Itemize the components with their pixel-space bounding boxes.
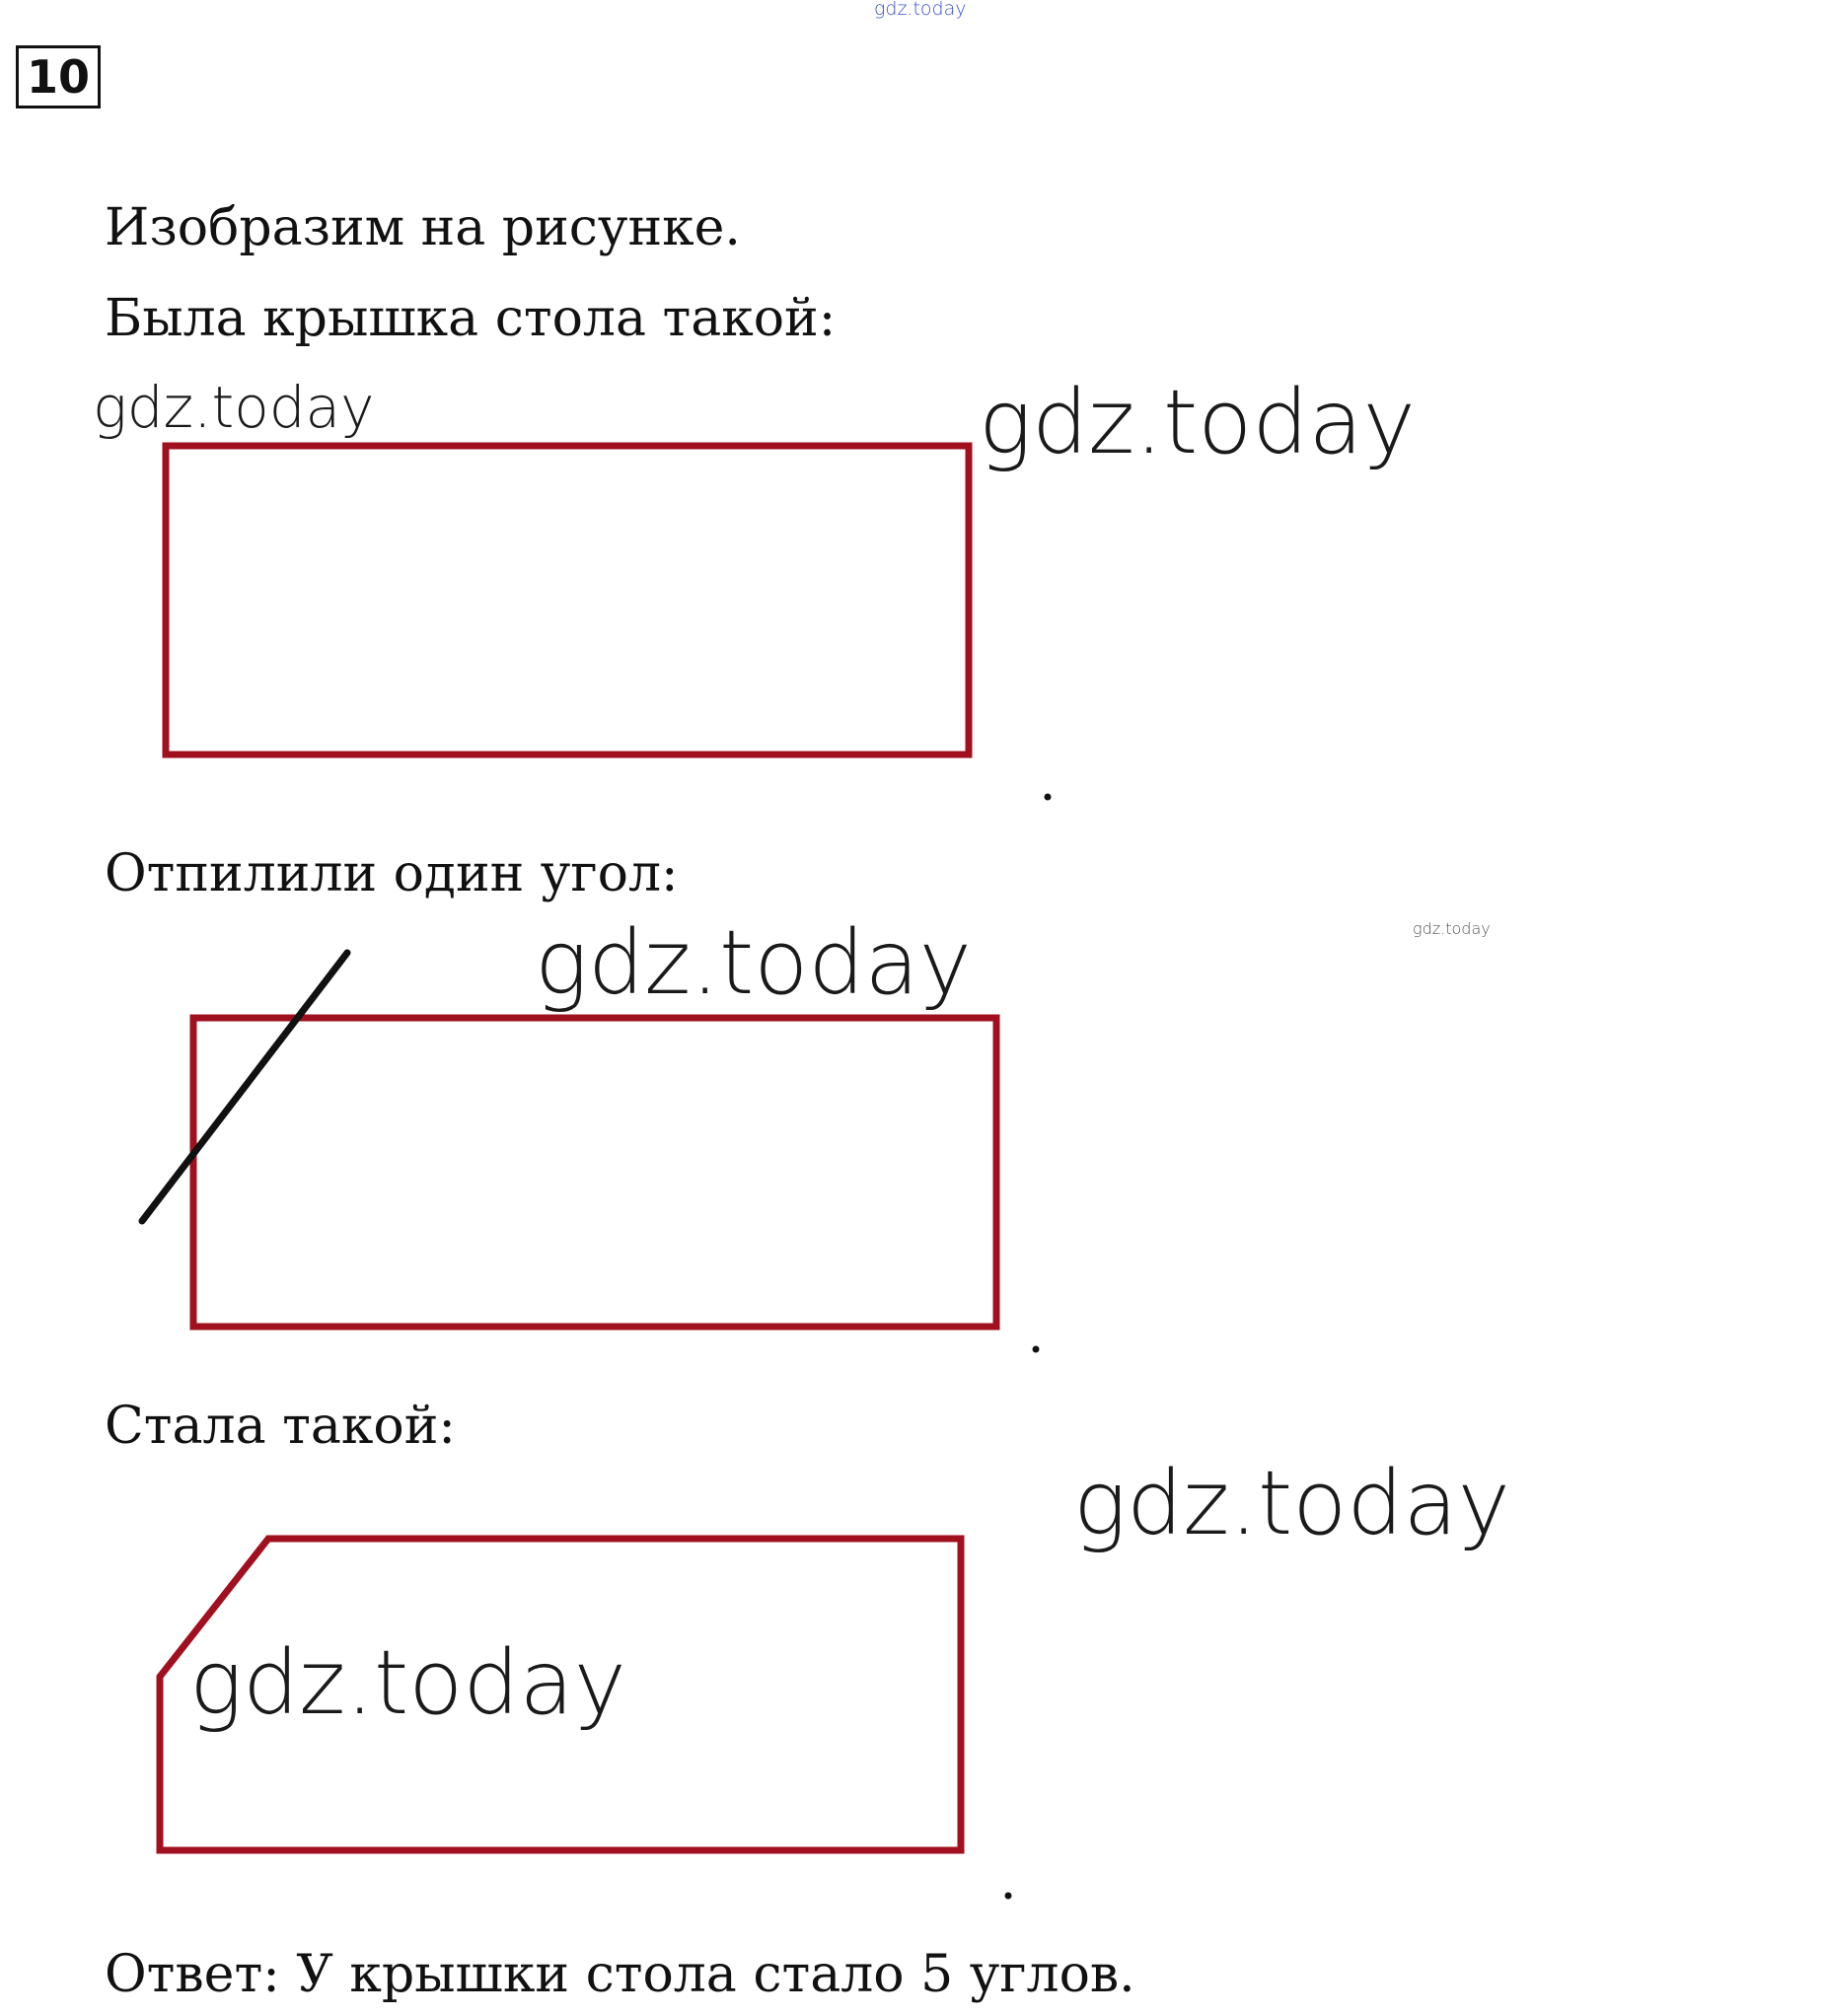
- table-top-original: [166, 446, 969, 755]
- watermark-1: gdz.today: [93, 374, 375, 441]
- watermark-5: gdz.today: [1073, 1452, 1510, 1555]
- dot-1: [1045, 794, 1052, 801]
- watermark-6: gdz.today: [189, 1631, 626, 1735]
- watermark-top: gdz.today: [874, 0, 967, 20]
- watermark-2: gdz.today: [979, 371, 1416, 474]
- after-label: Стала такой:: [105, 1397, 456, 1456]
- table-top-with-cut: [193, 1018, 996, 1327]
- dot-2: [1033, 1346, 1040, 1353]
- watermark-4: gdz.today: [1413, 919, 1491, 938]
- intro-text: Изобразим на рисунке.: [105, 198, 741, 257]
- watermark-3: gdz.today: [535, 911, 972, 1015]
- before-label: Была крышка стола такой:: [105, 289, 837, 348]
- cut-line: [142, 953, 347, 1221]
- cut-label: Отпилили один угол:: [105, 844, 679, 903]
- dot-3: [1005, 1893, 1012, 1900]
- task-number-box: 10: [16, 45, 101, 108]
- answer-text: Ответ: У крышки стола стало 5 углов.: [105, 1945, 1135, 2004]
